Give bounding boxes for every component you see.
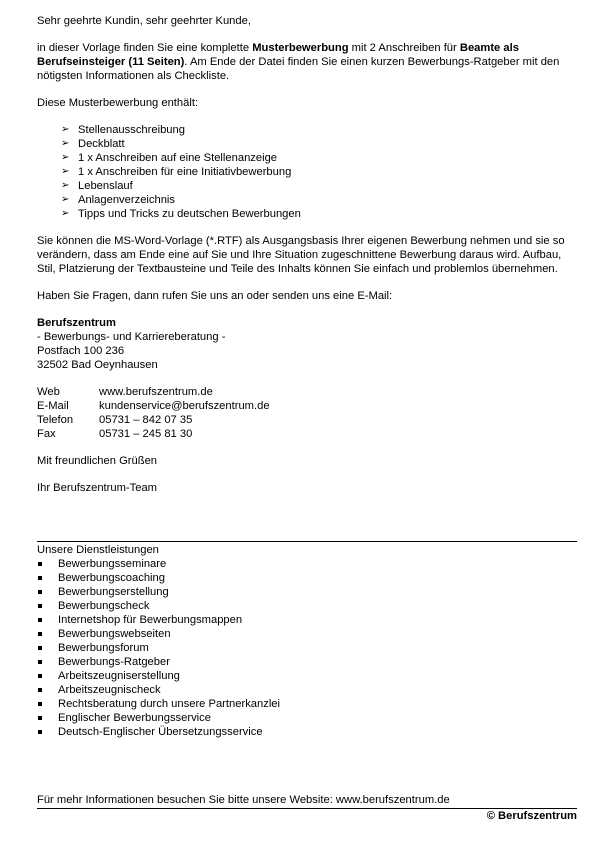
services-heading: Unsere Dienstleistungen [37,544,159,556]
closing: Mit freundlichen Grüßen [37,455,158,467]
list-item: Bewerbungserstellung [37,585,577,599]
list-item: Deutsch-Englischer Übersetzungsservice [37,725,577,739]
services-section [37,543,577,739]
web-link[interactable]: www.berufszentrum.de [99,386,213,398]
phone-number: 05731 – 842 07 35 [99,414,193,426]
fax-number: 05731 – 245 81 30 [99,428,193,440]
letter-body [37,14,577,495]
intro-text-3: . Am Ende der Datei finden Sie einen kurzen Bewerbungs-Ratgeber mit den nötigsten Informationen als Checkliste. [37,56,560,82]
services-list-1 [37,557,577,669]
list-item: ➢ 1 x Anschreiben für eine Initiativbewerbung [61,165,577,179]
email-link[interactable]: kundenservice@berufszentrum.de [99,400,270,412]
intro-bold-2: Beamte als Berufseinsteiger (11 Seiten) [37,42,519,68]
list-item: ➢ Anlagenverzeichnis [61,193,577,207]
list-item: ➢ 1 x Anschreiben auf eine Stellenanzeige [61,151,577,165]
address-block [37,316,577,372]
list-item: Arbeitszeugniserstellung [37,669,577,683]
intro-text-2: mit 2 Anschreiben für [348,42,460,54]
footer-text: Für mehr Informationen besuchen Sie bitte unsere Website: www.berufszentrum.de [37,794,450,806]
services-list-3 [37,711,577,739]
list-item: Arbeitszeugnischeck [37,683,577,697]
usage-paragraph: Sie können die MS-Word-Vorlage (*.RTF) als Ausgangsbasis Ihrer eigenen Bewerbung nehmen und sie so verändern, dass am Ende eine auf Sie und Ihre Situation zugeschnittene Bewerbung daraus wird. Aufbau, Stil, Platzierung der Textbausteine und Teile des Inhalts können Sie einfach und problemlos übernehmen. [37,235,565,275]
intro-bold-1: Musterbewerbung [252,42,349,54]
company-name: Berufszentrum [37,317,116,329]
divider [37,541,577,542]
table-row [37,399,270,413]
list-item: Bewerbungsforum [37,641,577,655]
services-list-2 [37,669,577,711]
list-item: Bewerbungsseminare [37,557,577,571]
list-item: Bewerbungscoaching [37,571,577,585]
table-row [37,385,270,399]
greeting: Sehr geehrte Kundin, sehr geehrter Kunde, [37,15,251,27]
list-item: Bewerbungswebseiten [37,627,577,641]
po-box: Postfach 100 236 [37,345,125,357]
list-item: ➢ Deckblatt [61,137,577,151]
intro-text-1: in dieser Vorlage finden Sie eine komplette [37,42,253,54]
list-item: Englischer Bewerbungsservice [37,711,577,725]
contact-label: Web [37,386,60,398]
intro-paragraph [37,41,577,83]
list-item: Bewerbungs-Ratgeber [37,655,577,669]
questions-paragraph: Haben Sie Fragen, dann rufen Sie uns an oder senden uns eine E-Mail: [37,290,393,302]
contact-label: E-Mail [37,400,69,412]
company-tagline: - Bewerbungs- und Karriereberatung - [37,331,226,343]
list-item: Rechtsberatung durch unsere Partnerkanzlei [37,697,577,711]
contact-table [37,385,270,441]
list-item: Bewerbungscheck [37,599,577,613]
table-row [37,413,270,427]
table-row [37,427,270,441]
list-item: ➢ Stellenausschreibung [61,123,577,137]
list-item: ➢ Lebenslauf [61,179,577,193]
city: 32502 Bad Oeynhausen [37,359,158,371]
contents-list [37,123,577,221]
contact-label: Telefon [37,414,74,426]
list-item: Internetshop für Bewerbungsmappen [37,613,577,627]
contact-label: Fax [37,428,56,440]
contents-heading: Diese Musterbewerbung enthält: [37,97,199,109]
copyright: © Berufszentrum [486,810,577,822]
signature: Ihr Berufszentrum-Team [37,482,157,494]
list-item: ➢ Tipps und Tricks zu deutschen Bewerbungen [61,207,577,221]
